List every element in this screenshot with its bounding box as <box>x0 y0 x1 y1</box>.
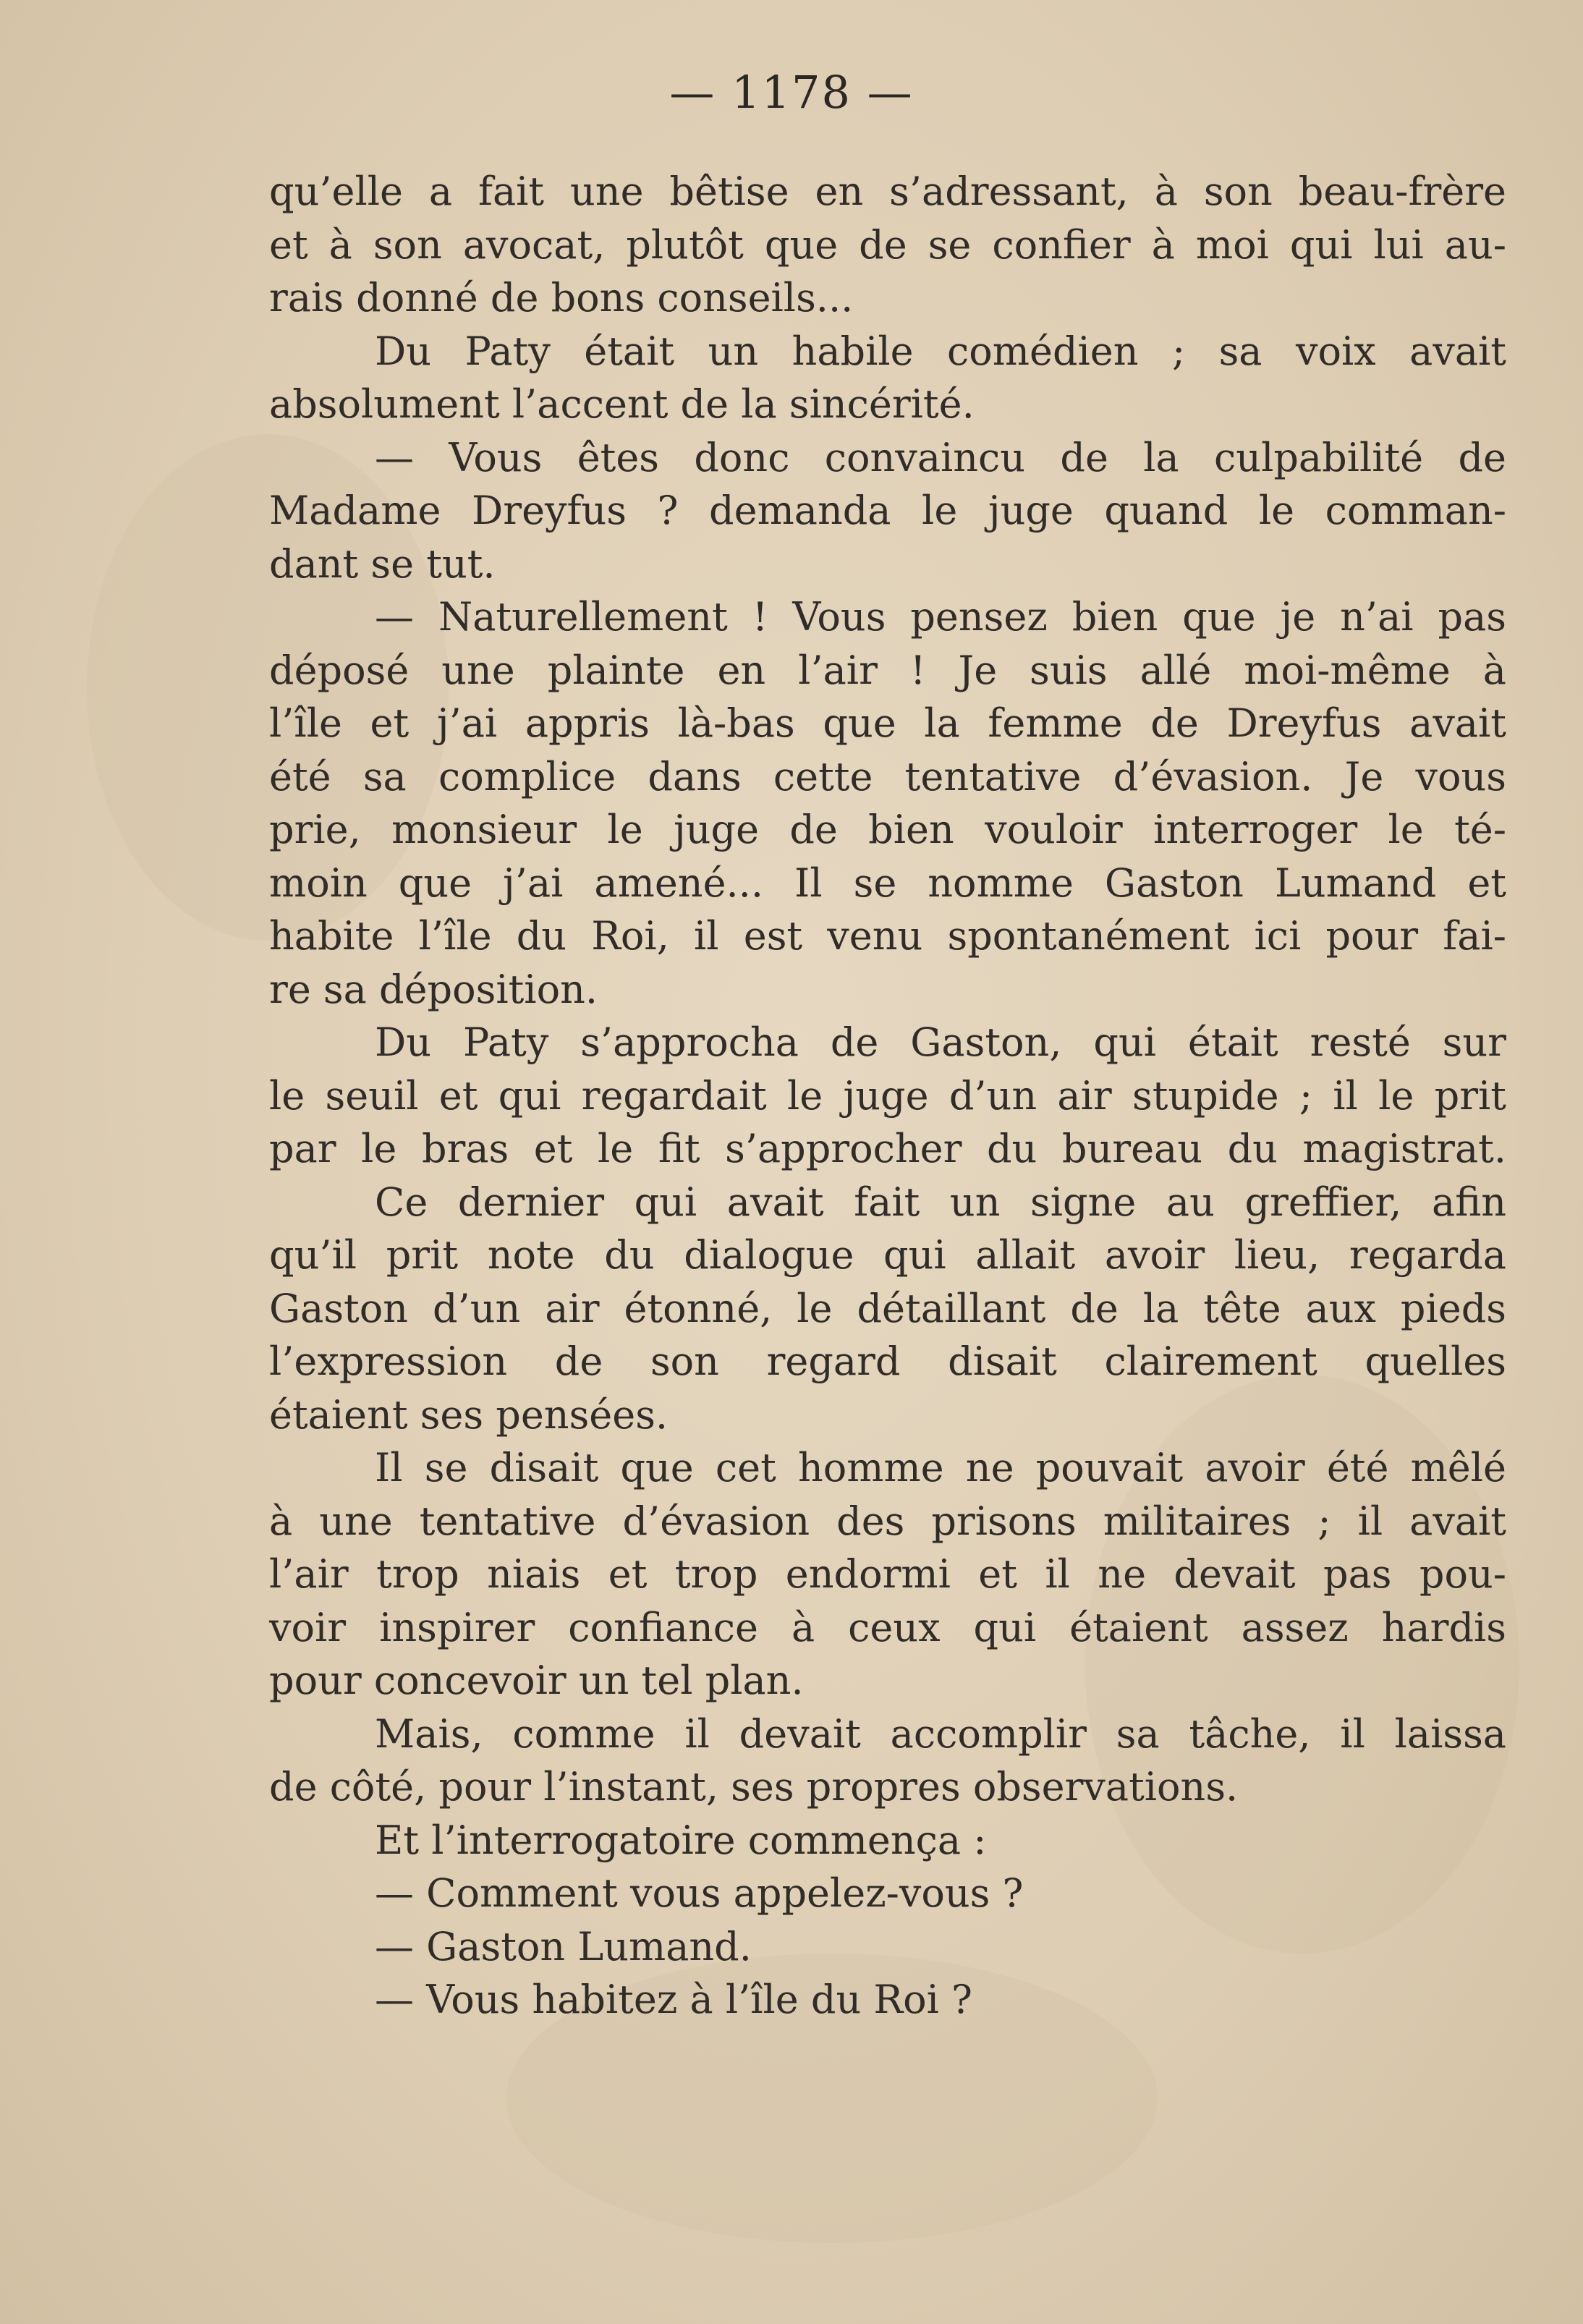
text-line: par le bras et le fit s’approcher du bureau du magistrat. <box>269 1126 1506 1171</box>
body-text <box>269 165 1506 2027</box>
text-line: Ce dernier qui avait fait un signe au greffier, afin <box>375 1179 1506 1225</box>
text-line: — Gaston Lumand. <box>375 1923 752 1969</box>
text-line: qu’il prit note du dialogue qui allait avoir lieu, regarda <box>269 1232 1506 1278</box>
text-line: pour concevoir un tel plan. <box>269 1658 804 1703</box>
text-line: l’expression de son regard disait clairement quelles <box>269 1339 1506 1384</box>
text-line: Gaston d’un air étonné, le détaillant de la tête aux pieds <box>269 1285 1506 1331</box>
text-line: Mais, comme il devait accomplir sa tâche, il laissa <box>375 1710 1506 1757</box>
text-line: absolument l’accent de la sincérité. <box>269 381 975 427</box>
text-line: qu’elle a fait une bêtise en s’adressant, à son beau-frère <box>269 169 1506 214</box>
text-line: — Vous habitez à l’île du Roi ? <box>375 1977 972 2022</box>
text-line: l’air trop niais et trop endormi et il ne devait pas pou- <box>269 1551 1506 1597</box>
text-line: à une tentative d’évasion des prisons militaires ; il avait <box>269 1498 1506 1544</box>
text-line: Il se disait que cet homme ne pouvait avoir été mêlé <box>375 1445 1506 1490</box>
text-line: habite l’île du Roi, il est venu spontanément ici pour fai- <box>269 913 1506 959</box>
text-line: — Comment vous appelez-vous ? <box>375 1870 1024 1916</box>
text-line: rais donné de bons conseils... <box>269 275 854 321</box>
text-line: de côté, pour l’instant, ses propres observations. <box>269 1764 1239 1810</box>
text-line: Madame Dreyfus ? demanda le juge quand le comman- <box>269 488 1506 533</box>
text-line: déposé une plainte en l’air ! Je suis allé moi-même à <box>269 647 1506 693</box>
text-line: — Vous êtes donc convaincu de la culpabilité de <box>375 434 1506 480</box>
text-line: étaient ses pensées. <box>269 1391 669 1438</box>
text-line: dant se tut. <box>269 540 496 587</box>
text-line: le seuil et qui regardait le juge d’un air stupide ; il le prit <box>269 1072 1506 1119</box>
text-line: l’île et j’ai appris là-bas que la femme de Dreyfus avait <box>269 700 1506 746</box>
text-line: — Naturellement ! Vous pensez bien que je n’ai pas <box>375 594 1506 640</box>
text-line: Du Paty était un habile comédien ; sa voix avait <box>375 328 1506 374</box>
text-line: prie, monsieur le juge de bien vouloir interroger le té- <box>269 807 1506 852</box>
text-line: Et l’interrogatoire commença : <box>375 1817 987 1863</box>
text-line: et à son avocat, plutôt que de se confier à moi qui lui au- <box>269 221 1506 268</box>
text-line: moin que j’ai amené... Il se nomme Gaston Lumand et <box>269 860 1506 906</box>
text-line: re sa déposition. <box>269 966 598 1012</box>
page-number: — 1178 — <box>669 66 914 119</box>
text-line: Du Paty s’approcha de Gaston, qui était resté sur <box>375 1019 1506 1065</box>
text-line: été sa complice dans cette tentative d’évasion. Je vous <box>269 753 1506 800</box>
text-line: voir inspirer confiance à ceux qui étaient assez hardis <box>269 1604 1506 1650</box>
